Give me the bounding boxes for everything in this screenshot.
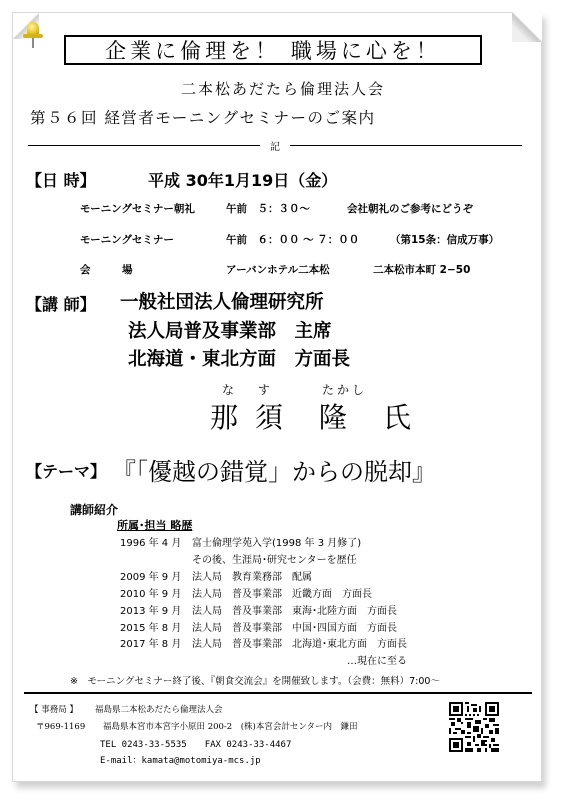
schedule-row-label: モーニングセミナー朝礼 [80,203,195,215]
lecturer-line: 法人局普及事業部 主席 [128,321,332,342]
lecturer-line: 一般社団法人倫理研究所 [120,292,324,313]
office-name: 福島県二本松あだたら倫理法人会 [95,705,223,715]
history-date: 2015 年 8 月 [120,623,182,634]
history-text: 法人局 普及事業部 近畿方面 方面長 [192,589,372,600]
history-text: その後、生涯局･研究センターを歴任 [192,555,357,566]
ruby-given: たかし [322,383,368,397]
history-text: 法人局 普及事業部 北海道･東北方面 方面長 [192,639,407,650]
schedule-row-extra: 会社朝礼のご参考にどうぞ [347,203,473,215]
breakfast-note: ※ モーニングセミナー終了後、『朝食交流会』を開催致します。（会費：無料）7:00～ [70,676,440,687]
history-text: …現在に至る [347,656,407,667]
history-text: 法人局 普及事業部 中国･四国方面 方面長 [192,623,397,634]
divider-left [28,145,260,146]
theme-label: 【テーマ】 [26,462,107,481]
page-curl-top-right [512,12,542,42]
lecturer-line: 北海道・東北方面 方面長 [128,349,351,370]
ki-mark: 記 [270,142,280,153]
ruby-family: な す [222,383,280,397]
history-text: 富士倫理学苑入学(1998 年 3 月修了) [192,538,362,549]
office-label: 【 事務局 】 [30,705,78,715]
history-text: 法人局 普及事業部 東海･北陸方面 方面長 [192,606,397,617]
theme-text: 『「優越の錯覚」からの脱却』 [112,458,436,486]
qr-code-icon [449,702,499,752]
seminar-title: 第５６回 経営者モーニングセミナーのご案内 [30,109,376,127]
history-date: 2017 年 8 月 [120,639,182,650]
email-address: E-mail：kamata@motomiya-mcs.jp [100,756,261,766]
postal-code: 〒969-1169 [36,722,86,732]
history-header: 所属･担当 略歴 [117,519,193,532]
history-date: 1996 年 4 月 [120,538,182,549]
schedule-row-time: 午前 ５：３０～ [226,203,310,215]
profile-intro: 講師紹介 [70,503,119,517]
history-date: 2013 年 9 月 [120,606,182,617]
tel-fax: TEL 0243-33-5535 FAX 0243-33-4467 [100,740,292,750]
schedule-row-extra: 二本松市本町 2−50 [373,264,471,276]
office-address: 福島県本宮市本宮字小原田 200-2 (株)本宮会計センター内 鎌田 [103,722,358,732]
schedule-row-time: 午前 ６：００ ～ ７：００ [226,234,360,246]
schedule-row-time: アーバンホテル二本松 [226,264,330,276]
date-value: 平成 30年1月19日（金） [148,171,338,190]
slogan-box: 企業に倫理を！ 職場に心を！ [64,35,482,65]
schedule-row-label: 会 場 [80,264,133,276]
date-label: 【日 時】 [26,171,96,190]
lecturer-name: 那 須 隆 氏 [210,401,415,434]
divider-right [290,145,522,146]
footer-divider [24,692,532,694]
schedule-row-label: モーニングセミナー [80,234,174,246]
organization-name: 二本松あだたら倫理法人会 [180,80,385,98]
history-date: 2010 年 9 月 [120,589,182,600]
pushpin-icon [22,22,44,52]
history-text: 法人局 教育業務部 配属 [192,572,312,583]
history-date: 2009 年 9 月 [120,572,182,583]
lecturer-label: 【講 師】 [26,295,96,314]
schedule-row-extra: （第15条：信成万事） [390,234,500,246]
